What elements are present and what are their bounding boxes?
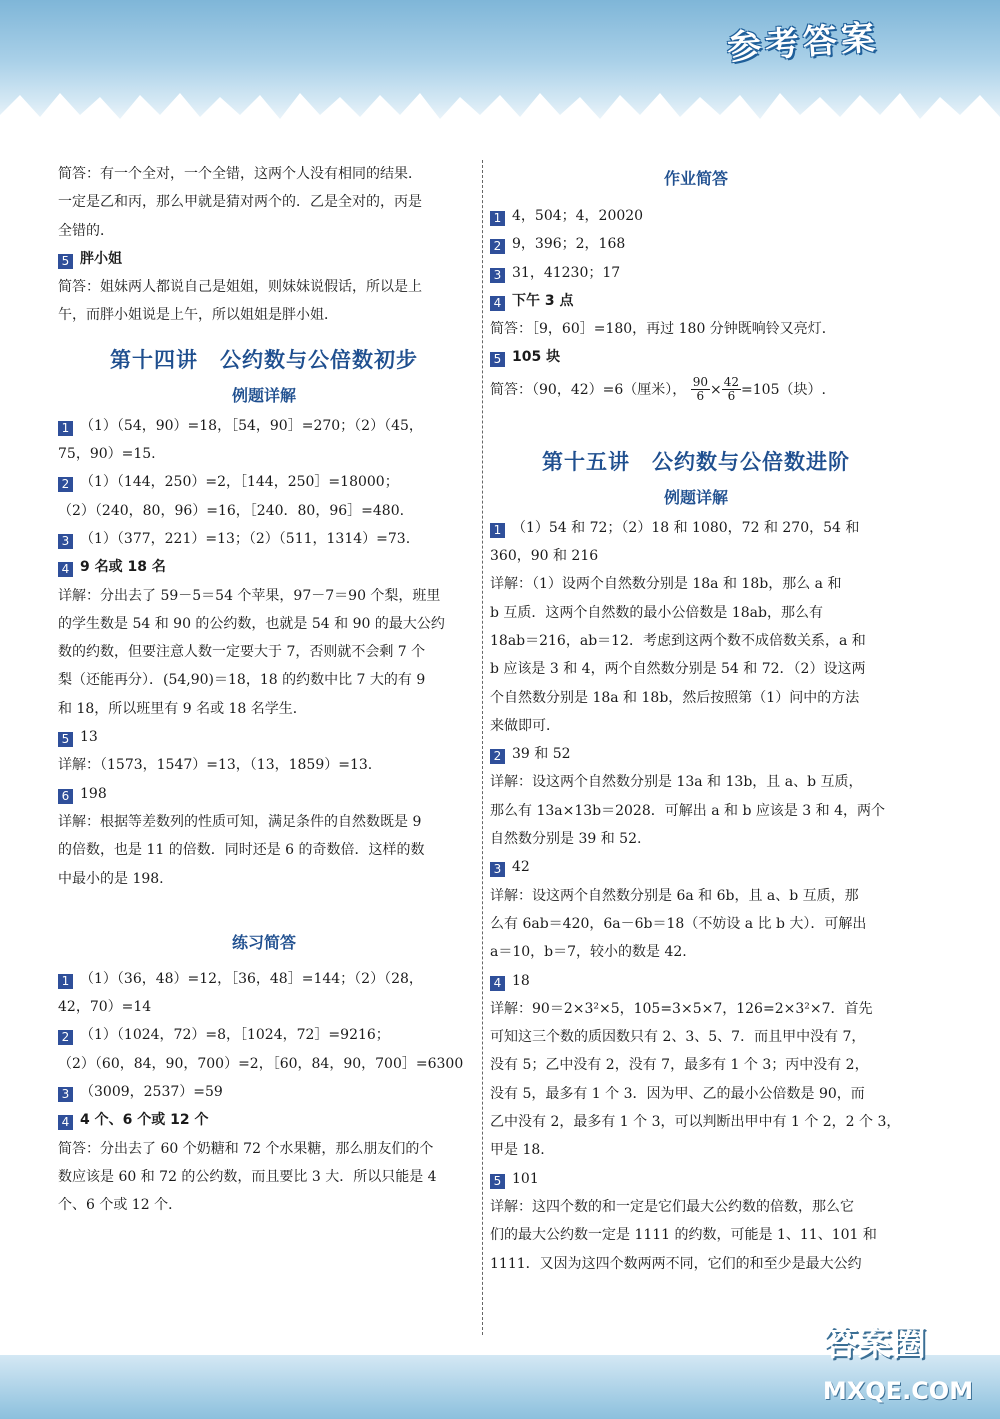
text-line: 和 18，所以班里有 9 名或 18 名学生． bbox=[58, 700, 307, 717]
lecture-title: 第十五讲 公约数与公倍数进阶 bbox=[542, 449, 850, 474]
text-line: 数的约数，但要注意人数一定要大于 7，否则就不会剩 7 个 bbox=[58, 644, 426, 661]
question-item bbox=[490, 1165, 902, 1193]
text-line: 们的最大公约数一定是 1111 的约数，可能是 1、11、101 和 bbox=[490, 1227, 877, 1244]
text-line: 可知这三个数的质因数只有 2、3、5、7．而且甲中没有 7， bbox=[490, 1029, 866, 1046]
text-line: 自然数分别是 39 和 52. bbox=[490, 831, 642, 848]
text-line: 360，90 和 216 bbox=[490, 548, 599, 565]
right-column bbox=[490, 160, 902, 1278]
text-line: 来做即可． bbox=[490, 717, 560, 734]
text-line: 梨（还能再分）．(54,90)＝18，18 的约数中比 7 大的有 9 bbox=[58, 672, 426, 689]
question-number-badge: 3 bbox=[58, 534, 73, 549]
question-item bbox=[58, 780, 470, 808]
answer-text: （1）（1024，72）=8，［1024，72］=9216； bbox=[80, 1027, 390, 1044]
question-number-badge: 2 bbox=[58, 477, 73, 492]
text-line: 没有 5；乙中没有 2，没有 7，最多有 1 个 3；丙中没有 2， bbox=[490, 1057, 869, 1074]
question-item bbox=[58, 468, 470, 496]
text-line: 一定是乙和丙，那么甲就是猜对两个的．乙是全对的，丙是 bbox=[58, 194, 422, 211]
text-line: a＝10，b＝7，较小的数是 42. bbox=[490, 944, 687, 961]
text-line: 详解：（1）设两个自然数分别是 18a 和 18b，那么 a 和 bbox=[490, 576, 842, 593]
question-item bbox=[58, 965, 470, 993]
text-line: 详解：90＝2×3²×5，105=3×5×7，126=2×3²×7．首先 bbox=[490, 1000, 873, 1017]
question-number-badge: 1 bbox=[58, 974, 73, 989]
text-line: 个、6 个或 12 个． bbox=[58, 1197, 183, 1214]
question-item bbox=[490, 853, 902, 881]
watermark-logo: 答案圈 bbox=[824, 1324, 926, 1364]
text-line: 详解：设这两个自然数分别是 13a 和 13b，且 a、b 互质， bbox=[490, 774, 863, 791]
question-item bbox=[490, 514, 902, 542]
question-number-badge: 5 bbox=[58, 732, 73, 747]
question-item bbox=[58, 1078, 470, 1106]
header-zigzag-decoration bbox=[0, 75, 1000, 135]
text-line: 甲是 18. bbox=[490, 1142, 545, 1159]
answer-text: 31，41230；17 bbox=[512, 264, 621, 281]
question-number-badge: 5 bbox=[490, 352, 505, 367]
text-line: 全错的． bbox=[58, 222, 114, 239]
question-item bbox=[58, 553, 470, 581]
answer-text: （1）（377，221）=13；（2）（511，1314）=73. bbox=[80, 530, 411, 547]
denominator: 6 bbox=[727, 389, 736, 404]
question-number-badge: 2 bbox=[58, 1030, 73, 1045]
question-number-badge: 3 bbox=[490, 862, 505, 877]
answer-text: 18 bbox=[512, 972, 530, 989]
answer-text: （1）（36，48）=12，［36，48］=144；（2）（28， bbox=[80, 970, 423, 987]
question-number-badge: 4 bbox=[58, 562, 73, 577]
answer-text: 101 bbox=[512, 1170, 539, 1187]
text-line: 42，70）=14 bbox=[58, 999, 152, 1016]
answer-text: 105 块 bbox=[512, 349, 561, 366]
left-column bbox=[58, 160, 470, 1220]
question-item bbox=[58, 525, 470, 553]
question-item bbox=[490, 287, 902, 315]
question-item bbox=[490, 230, 902, 258]
text-line: 乙中没有 2，最多有 1 个 3，可以判断出甲中有 1 个 2，2 个 3， bbox=[490, 1114, 901, 1131]
question-item bbox=[490, 202, 902, 230]
question-number-badge: 3 bbox=[58, 1087, 73, 1102]
question-item bbox=[58, 1021, 470, 1049]
question-number-badge: 1 bbox=[58, 421, 73, 436]
text-segment: 简答：（90，42）=6（厘米）， bbox=[490, 381, 687, 398]
numerator: 90 bbox=[692, 375, 709, 390]
examples-heading: 例题详解 bbox=[663, 487, 728, 507]
lecture-title: 第十四讲 公约数与公倍数初步 bbox=[110, 347, 418, 372]
text-line: 的学生数是 54 和 90 的公约数，也就是 54 和 90 的最大公约 bbox=[58, 615, 445, 632]
question-number-badge: 4 bbox=[490, 296, 505, 311]
denominator: 6 bbox=[696, 389, 705, 404]
text-line: （2）（60，84，90，700）=2，［60，84，90，700］=6300 bbox=[58, 1055, 464, 1072]
text-line: b 应该是 3 和 4，两个自然数分别是 54 和 72．（2）设这两 bbox=[490, 661, 866, 678]
times-sign: × bbox=[710, 381, 722, 398]
question-item bbox=[490, 740, 902, 768]
text-line: 1111．又因为这四个数两两不同，它们的和至少是最大公约 bbox=[490, 1255, 862, 1272]
answer-text: （1）54 和 72；（2）18 和 1080，72 和 270，54 和 bbox=[512, 519, 860, 536]
question-number-badge: 5 bbox=[58, 254, 73, 269]
text-line: 详解：这四个数的和一定是它们最大公约数的倍数，那么它 bbox=[490, 1198, 854, 1215]
answer-text: 4，504；4，20020 bbox=[512, 208, 644, 224]
question-number-badge: 1 bbox=[490, 211, 505, 226]
question-item bbox=[490, 259, 902, 287]
question-number-badge: 6 bbox=[58, 789, 73, 804]
answer-text: 9，396；2，168 bbox=[512, 236, 626, 253]
column-divider bbox=[482, 160, 483, 1335]
homework-heading: 作业简答 bbox=[663, 169, 728, 188]
answer-text: 42 bbox=[512, 859, 530, 876]
text-line: b 互质．这两个自然数的最小公倍数是 18ab，那么有 bbox=[490, 604, 823, 621]
practice-heading: 练习简答 bbox=[231, 932, 296, 952]
text-line: 简答：姐妹两人都说自己是姐姐，则妹妹说假话，所以是上 bbox=[58, 279, 422, 296]
question-item bbox=[490, 343, 902, 371]
text-line: 详解：根据等差数列的性质可知，满足条件的自然数既是 9 bbox=[58, 813, 422, 830]
examples-heading: 例题详解 bbox=[231, 385, 296, 405]
text-line: （2）（240，80，96）=16，［240．80，96］=480. bbox=[58, 502, 405, 519]
fraction bbox=[691, 376, 710, 403]
answer-text: 4 个、6 个或 12 个 bbox=[80, 1112, 209, 1129]
question-number-badge: 2 bbox=[490, 749, 505, 764]
text-line: 中最小的是 198. bbox=[58, 870, 164, 887]
question-number-badge: 5 bbox=[490, 1174, 505, 1189]
text-line: 简答：有一个全对，一个全错，这两个人没有相同的结果． bbox=[58, 166, 422, 182]
answer-text: （1）（144，250）=2，［144，250］=18000； bbox=[80, 474, 399, 491]
fraction-line bbox=[490, 372, 902, 408]
question-number-badge: 1 bbox=[490, 523, 505, 538]
question-item bbox=[58, 723, 470, 751]
question-item bbox=[490, 967, 902, 995]
question-item bbox=[58, 1106, 470, 1134]
question-number-badge: 2 bbox=[490, 239, 505, 254]
watermark-url: MXQE.COM bbox=[822, 1377, 974, 1405]
answer-text: （3009，2537）=59 bbox=[80, 1084, 223, 1101]
text-line: 么有 6ab＝420，6a－6b＝18（不妨设 a 比 b 大）．可解出 bbox=[490, 915, 867, 932]
question-number-badge: 4 bbox=[58, 1115, 73, 1130]
text-line: 简答：［9，60］=180，再过 180 分钟既响铃又亮灯． bbox=[490, 321, 836, 338]
answer-text: 胖小姐 bbox=[80, 250, 122, 267]
question-item bbox=[58, 245, 470, 273]
text-line: 详解：（1573，1547）=13，（13，1859）=13. bbox=[58, 757, 373, 774]
fraction bbox=[722, 376, 741, 403]
question-item bbox=[58, 412, 470, 440]
answer-text: 下午 3 点 bbox=[512, 292, 574, 309]
text-line: 没有 5，最多有 1 个 3．因为甲、乙的最小公倍数是 90，而 bbox=[490, 1085, 865, 1102]
text-line: 详解：设这两个自然数分别是 6a 和 6b，且 a、b 互质，那 bbox=[490, 887, 859, 904]
question-number-badge: 4 bbox=[490, 976, 505, 991]
text-line: 那么有 13a×13b＝2028．可解出 a 和 b 应该是 3 和 4，两个 bbox=[490, 802, 886, 819]
text-line: 详解：分出去了 59－5＝54 个苹果，97－7＝90 个梨，班里 bbox=[58, 587, 441, 604]
text-line: 的倍数，也是 11 的倍数．同时还是 6 的奇数倍．这样的数 bbox=[58, 842, 425, 859]
text-line: 个自然数分别是 18a 和 18b，然后按照第（1）问中的方法 bbox=[490, 689, 860, 706]
text-line: 简答：分出去了 60 个奶糖和 72 个水果糖，那么朋友们的个 bbox=[58, 1140, 434, 1157]
answer-text: 198 bbox=[80, 785, 107, 802]
text-line: 数应该是 60 和 72 的公约数，而且要比 3 大．所以只能是 4 bbox=[58, 1168, 437, 1185]
text-line: 18ab＝216，ab＝12．考虑到这两个数不成倍数关系，a 和 bbox=[490, 632, 866, 649]
answer-text: 13 bbox=[80, 729, 98, 746]
text-line: 75，90）=15. bbox=[58, 446, 156, 463]
text-line: 午，而胖小姐说是上午，所以姐姐是胖小姐． bbox=[58, 307, 338, 324]
question-number-badge: 3 bbox=[490, 268, 505, 283]
numerator: 42 bbox=[723, 375, 740, 390]
header-title: 参考答案 bbox=[725, 17, 881, 69]
text-segment: =105（块）. bbox=[741, 381, 826, 398]
answer-text: 39 和 52 bbox=[512, 746, 571, 763]
answer-text: （1）（54，90）=18，［54，90］=270；（2）（45， bbox=[80, 417, 423, 434]
answer-text: 9 名或 18 名 bbox=[80, 559, 166, 576]
